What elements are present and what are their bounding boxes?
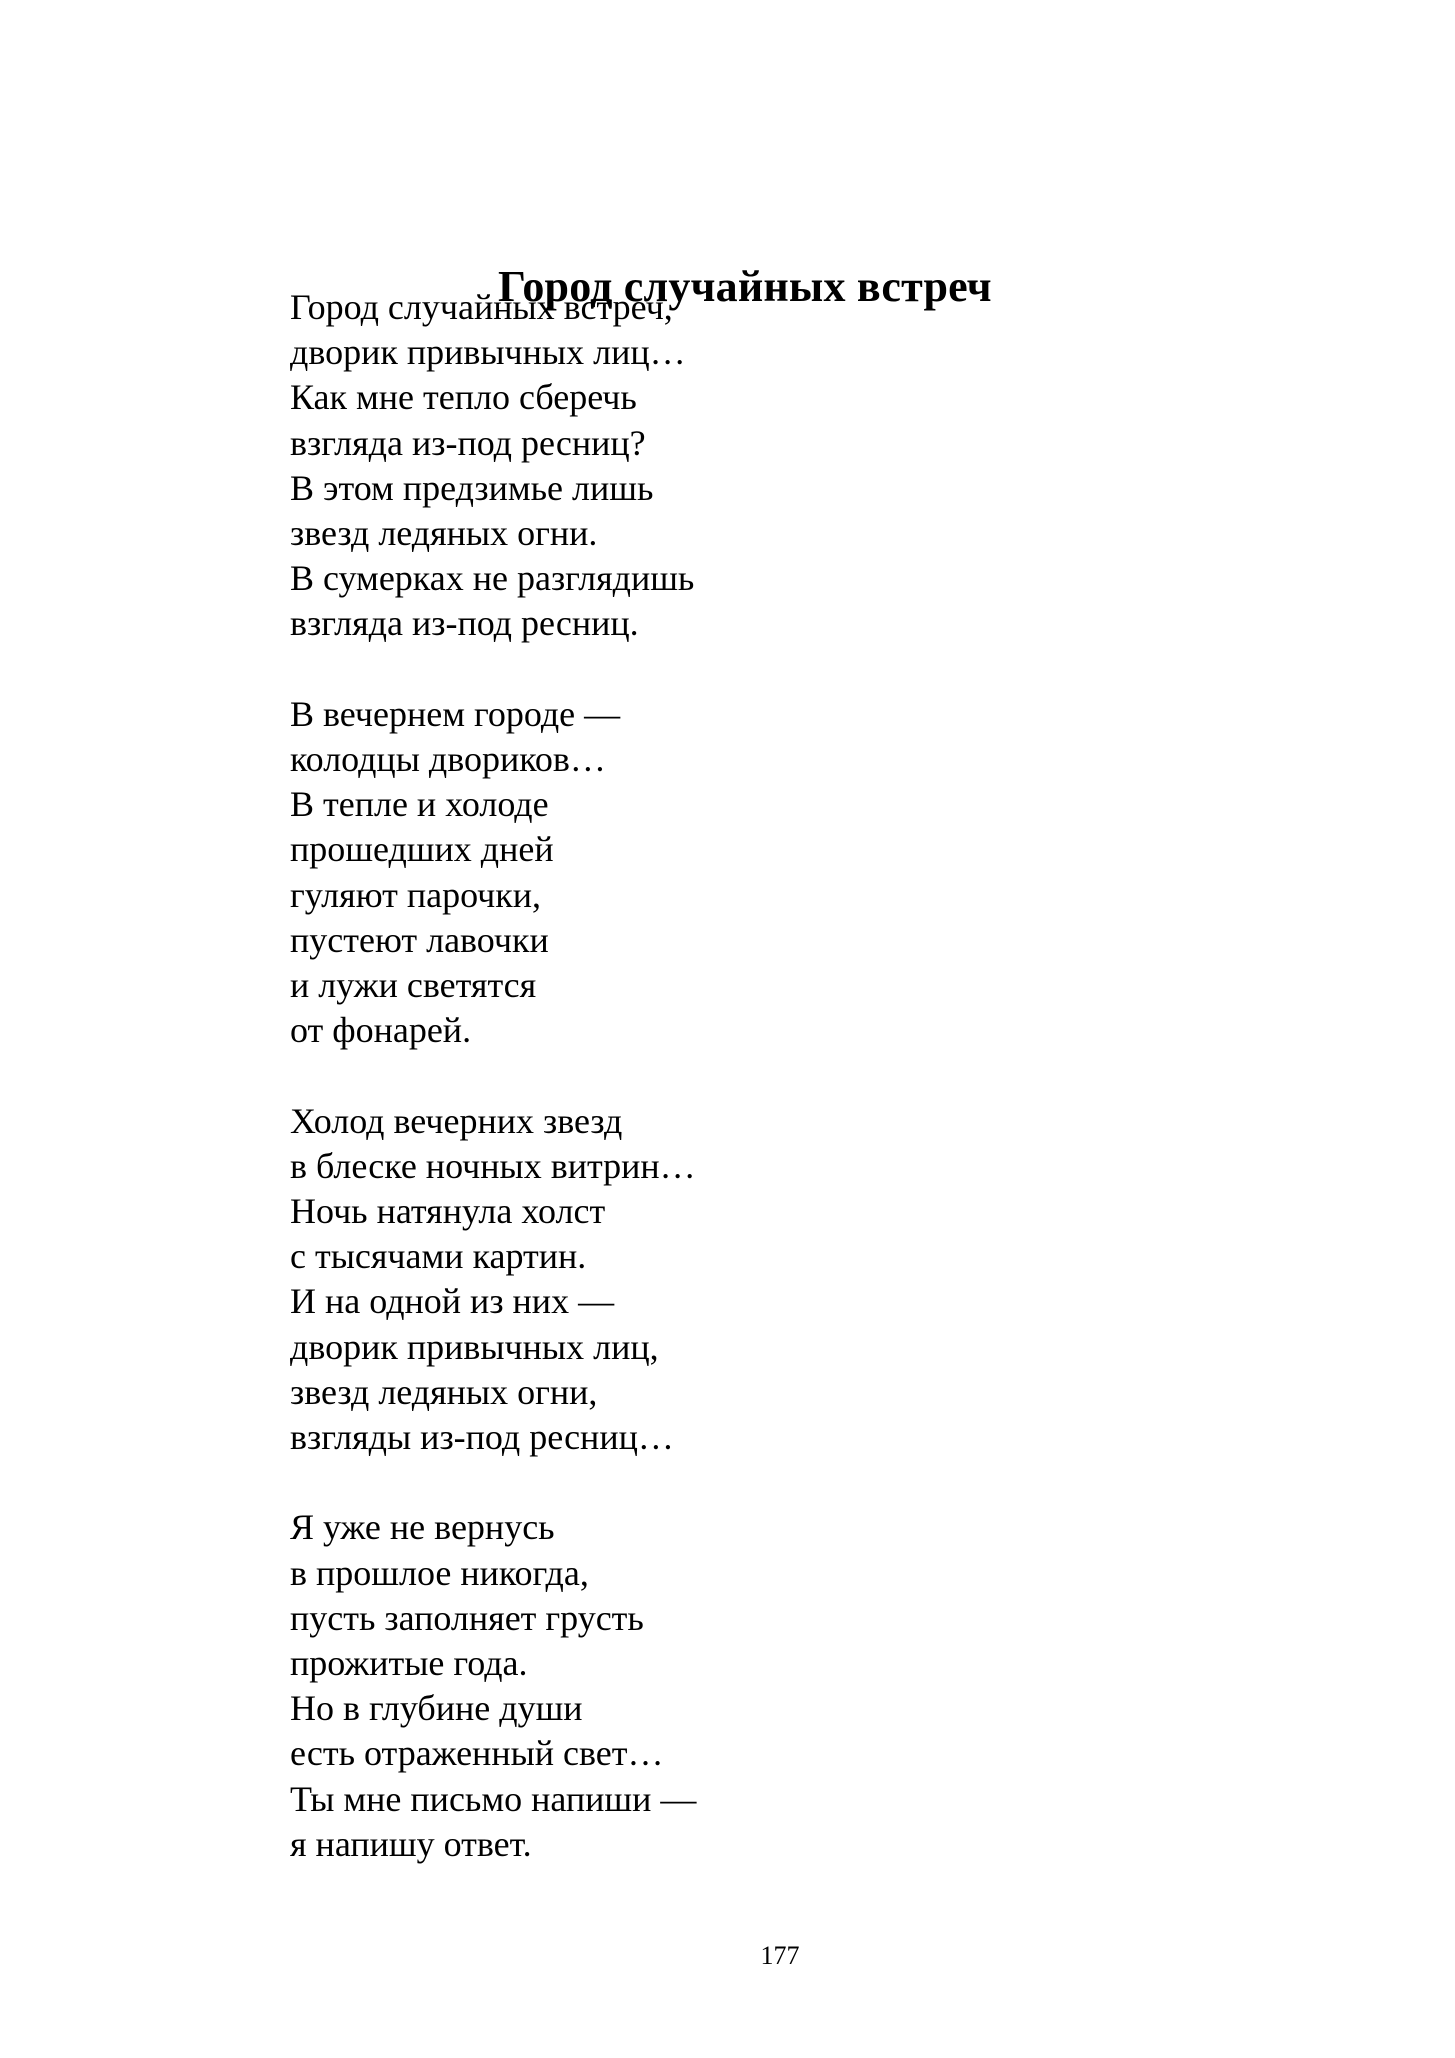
poem-line: от фонарей.: [290, 1010, 472, 1051]
poem-line: Как мне тепло сберечь: [290, 377, 637, 418]
poem-line: и лужи светятся: [290, 965, 537, 1006]
poem-line: пусть заполняет грусть: [290, 1597, 644, 1638]
poem-line: прошедших дней: [290, 829, 554, 870]
stanza-4: [290, 1505, 696, 1867]
poem-line: В тепле и холоде: [290, 784, 549, 825]
poem-line: Но в глубине души: [290, 1688, 583, 1729]
stanza-1: [290, 285, 696, 647]
poem-line: пустеют лавочки: [290, 919, 549, 960]
poem-line: взгляда из-под ресниц.: [290, 603, 639, 644]
poem-title: Город случайных встреч: [498, 262, 992, 312]
poem-line: взгляда из-под ресниц?: [290, 422, 646, 463]
poem-line: звезд ледяных огни.: [290, 513, 598, 554]
poem-line: Город случайных встреч,: [290, 287, 673, 327]
poem-line: взгляды из-под ресниц…: [290, 1417, 674, 1458]
poem-line: дворик привычных лиц,: [290, 1326, 659, 1367]
poem-line: В этом предзимье лишь: [290, 467, 654, 508]
poem-line: В сумерках не разглядишь: [290, 558, 695, 599]
poem-line: гуляют парочки,: [290, 874, 542, 915]
stanza-2: [290, 692, 696, 1054]
poem-line: Холод вечерних звезд: [290, 1100, 623, 1141]
poem-line: в прошлое никогда,: [290, 1552, 589, 1593]
poem-line: Я уже не вернусь: [290, 1507, 555, 1548]
poem-line: я напишу ответ.: [290, 1823, 532, 1864]
poem-line: есть отраженный свет…: [290, 1733, 664, 1774]
poem-line: с тысячами картин.: [290, 1236, 587, 1277]
poem-line: Ты мне письмо напиши —: [290, 1778, 697, 1819]
poem-line: прожитые года.: [290, 1643, 528, 1684]
poem-body: [290, 285, 696, 1867]
poem-line: колодцы двориков…: [290, 739, 606, 780]
poem-line: Ночь натянула холст: [290, 1191, 606, 1232]
poem-line: звезд ледяных огни,: [290, 1371, 598, 1412]
poem-line: И на одной из них —: [290, 1281, 615, 1322]
poem-line: в блеске ночных витрин…: [290, 1145, 696, 1186]
poem-line: В вечернем городе —: [290, 693, 621, 734]
poem-line: дворик привычных лиц…: [290, 332, 686, 373]
stanza-3: [290, 1099, 696, 1461]
page-number: 177: [760, 1941, 800, 1970]
